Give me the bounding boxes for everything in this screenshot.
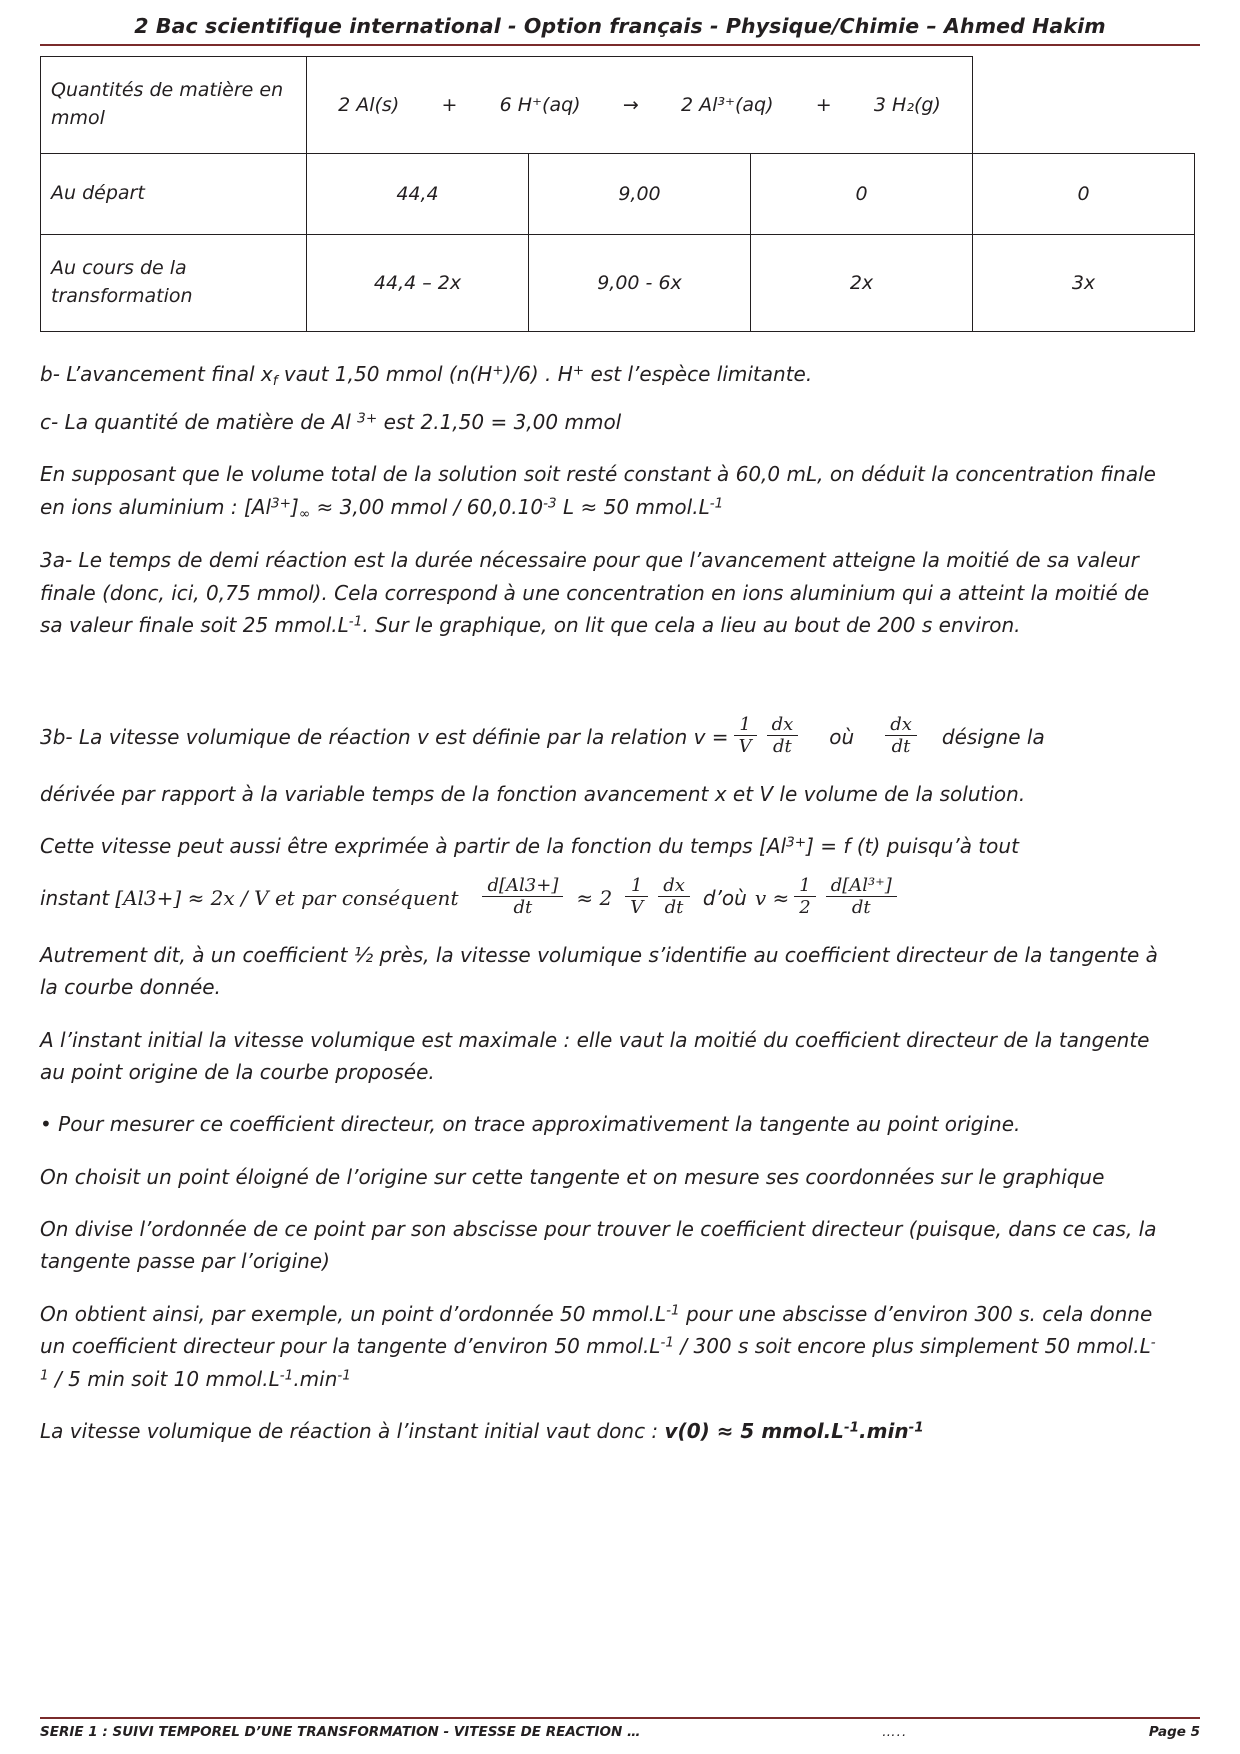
text-instant: instant [40,886,110,911]
fraction-numerator: 1 [630,874,643,896]
fraction-numerator: dx [663,874,685,896]
paragraph-instant-initial: A l’instant initial la vitesse volumique est maximale : elle vaut la moitié du coefficient directeur de la tangente au point origine de la courbe proposée. [40,1027,1150,1084]
equation-product-2: 3 H₂(g) [873,94,941,116]
cell-start-h2: 0 [973,154,1195,235]
footer-divider [40,1717,1200,1719]
text-instant-expression: [Al3+] ≈ 2x / V et par conséquent [115,886,459,911]
equation-plus-2: + [815,94,832,116]
paragraph-3b-line2: dérivée par rapport à la variable temps de la fonction avancement x et V le volume de la solution. [40,781,1026,806]
equation-plus-1: + [441,94,458,116]
paragraph-obtient-exemple: On obtient ainsi, par exemple, un point d’ordonnée 50 $mmol.L^{-1}$ pour une abscisse d’environ 300 s. cela donne un coefficient directeur pour la tangente d’environ 50 $mmol.L^{-1} / 300$ s soit encore plus simplement 50 $mmol.L^{-1} / 5$ min soit 10 $mmol.L^{-1}.\min^{-1}$ [40,1301,1156,1391]
fraction-denominator: 2 [794,896,815,920]
paragraph-3b-line1 [40,713,1200,760]
footer-center-text: ….. [882,1724,908,1740]
fraction-numerator: 1 [799,874,811,896]
paragraph-divise-ordonnee: On divise l’ordonnée de ce point par son abscisse pour trouver le coefficient directeur (puisque, dans ce cas, la tangente passe par l’origine) [40,1217,1157,1274]
text-ou: où [829,725,855,750]
text-3b-intro: 3b- La vitesse volumique de réaction v est définie par la relation v = [40,725,729,750]
table-header-label: Quantités de matière en mmol [41,57,307,154]
fraction-numerator: d[Al³⁺] [830,874,892,896]
paragraph-choisit-point: On choisit un point éloigné de l’origine sur cette tangente et on mesure ses coordonnées sur le graphique [40,1164,1105,1189]
fraction-denominator: dt [767,735,799,759]
table-row-header [41,57,1195,154]
fraction-dAl-over-dt-2 [826,876,897,920]
advancement-table [40,56,1195,332]
fraction-dx-over-dt [767,715,799,759]
fraction-1-over-V [734,715,757,759]
paragraph-bullet-tangente: • Pour mesurer ce coefficient directeur, on trace approximativement la tangente au point origine. [40,1112,1021,1137]
cell-start-h: 9,00 [529,154,751,235]
cell-start-al: 44,4 [307,154,529,235]
fraction-numerator: dx [890,713,912,735]
row-label-during: Au cours de la transformation [41,235,307,332]
cell-during-al3: 2x [751,235,973,332]
reaction-equation-cell [307,57,973,154]
paragraph-c: c- La quantité de matière de Al $^{3+}$ est 2.1,50 = 3,00 mmol [40,409,622,434]
equation-reactant-1: 2 Al(s) [338,94,400,116]
fraction-denominator: V [625,896,648,920]
paragraph-conclusion: La vitesse volumique de réaction à l’instant initial vaut donc : v(0) ≈ 5 $mmol.L^{-1}.\min^{-1}$ [40,1419,924,1444]
paragraph-3a: 3a- Le temps de demi réaction est la durée nécessaire pour que l’avancement atteigne la moitié de sa valeur finale (donc, ici, 0,75 mmol). Cela correspond à une concentration en ions aluminium qui a atteint la moitié de sa valeur finale soit 25 $mmol.L^{-1}$. Sur le graphique, on lit que cela a lieu au bout de 200 s environ. [40,548,1150,638]
table-row [41,235,1195,332]
fraction-one-half [794,876,815,920]
paragraph-vitesse: Cette vitesse peut aussi être exprimée à partir de la fonction du temps $[Al^{3+}] = f$ (t) puisqu’à tout [40,834,1019,859]
fraction-numerator: d[Al3+] [487,874,559,896]
equation-arrow-icon: → [622,94,639,116]
paragraph-autrement: Autrement dit, à un coefficient ½ près, la vitesse volumique s’identifie au coefficient directeur de la tangente à la courbe donnée. [40,942,1158,1000]
cell-during-h2: 3x [973,235,1195,332]
document-body [40,358,1200,1447]
paragraph-instant-equation [40,874,1200,921]
text-designe: désigne la [941,725,1045,750]
header [40,14,1200,46]
fraction-dAl-over-dt [482,876,563,920]
page-title: 2 Bac scientifique international - Option français - Physique/Chimie – Ahmed Hakim [134,14,1106,38]
footer-page-number: Page 5 [1148,1724,1200,1740]
paragraph-volume: En supposant que le volume total de la solution soit resté constant à 60,0 mL, on déduit la concentration finale en ions aluminium : $[Al^{3+}]_\infty \approx 3,00$ mmol / $60,0.10^{-3}$ L ≈ 50 $mmol.L^{-1}$ [40,462,1156,522]
fraction-numerator: dx [771,713,794,735]
text-v-equals: v ≈ [754,886,790,911]
text-equals-2: ≈ 2 [576,886,613,911]
fraction-denominator: dt [885,735,917,759]
fraction-denominator: dt [482,896,563,920]
equation-reactant-2: 6 H⁺(aq) [499,94,581,116]
fraction-dx-over-dt-3 [658,876,690,920]
table-row [41,154,1195,235]
fraction-denominator: V [734,735,757,759]
row-label-start: Au départ [41,154,307,235]
fraction-denominator: dt [826,896,897,920]
cell-during-al: 44,4 – 2x [307,235,529,332]
fraction-1-over-V-2 [625,876,648,920]
footer [40,1717,1200,1740]
fraction-denominator: dt [658,896,690,920]
equation-product-1: 2 Al³⁺(aq) [680,94,774,116]
footer-left-text: SERIE 1 : SUIVI TEMPOREL D’UNE TRANSFORMATION - VITESSE DE REACTION … [40,1724,641,1740]
cell-start-al3: 0 [751,154,973,235]
fraction-numerator: 1 [739,713,751,735]
cell-during-h: 9,00 - 6x [529,235,751,332]
paragraph-b: b- L’avancement final $x_f$ vaut 1,50 mmol (n(H+)/6) . H+ est l’espèce limitante. [40,362,813,389]
text-dou: d’où [702,886,747,911]
fraction-dx-over-dt-2 [885,715,917,759]
